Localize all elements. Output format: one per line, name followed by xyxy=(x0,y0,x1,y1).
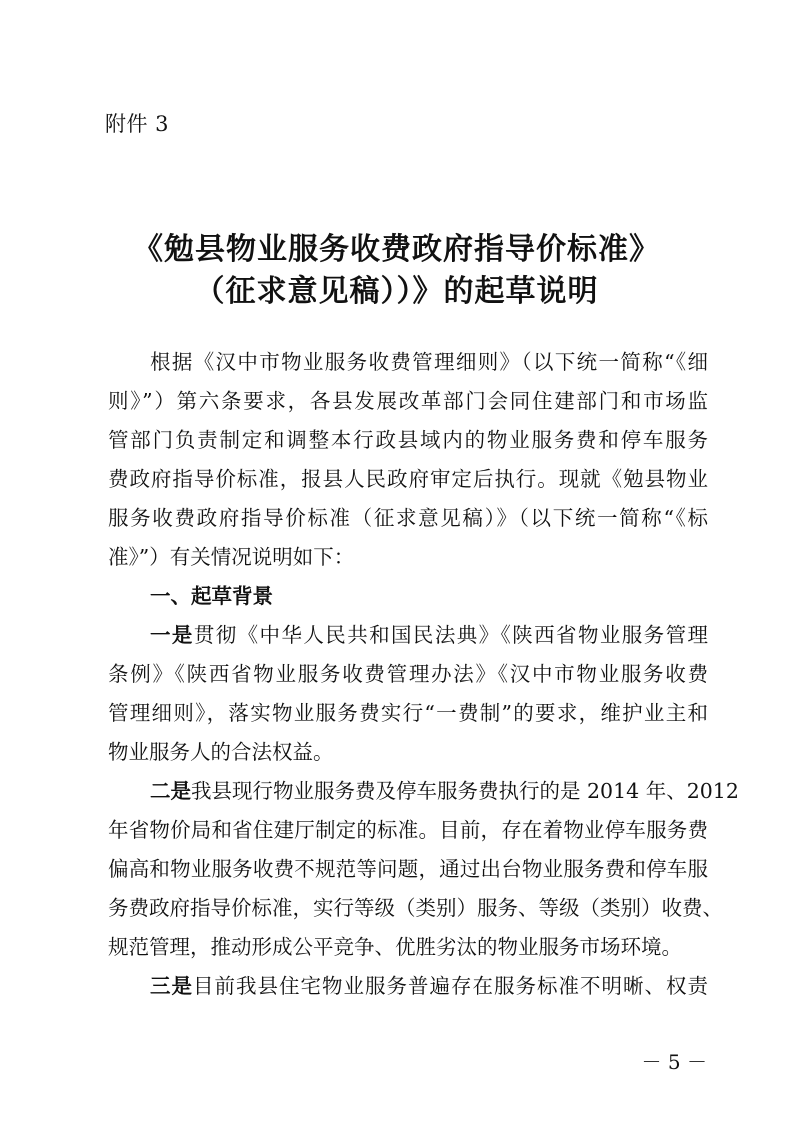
section-heading: 一、起草背景 xyxy=(150,584,273,608)
paragraph-line: 管理细则》，落实物业服务费实行“一费制”的要求，维护业主和 xyxy=(108,701,708,725)
paragraph-text: 我县现行物业服务费及停车服务费执行的是 2014 年、2012 xyxy=(191,779,739,803)
page-number-text: － 5 － xyxy=(641,1050,707,1074)
paragraph-line-with-lead xyxy=(150,620,708,650)
paragraph-line: 根据《汉中市物业服务收费管理细则》（以下统一简称“《细 xyxy=(150,350,708,374)
document-title-line1: 《勉县物业服务收费政府指导价标准》 xyxy=(133,232,660,267)
paragraph-lead: 二是 xyxy=(150,779,191,803)
paragraph-line: 规范管理，推动形成公平竞争、优胜劣汰的物业服务市场环境。 xyxy=(108,935,682,959)
document-title-line2: （征求意见稿））》的起草说明 xyxy=(194,274,599,309)
paragraph-lead: 一是 xyxy=(150,623,194,647)
paragraph-line: 务费政府指导价标准，实行等级（类别）服务、等级（类别）收费、 xyxy=(108,896,723,920)
paragraph-text: 贯彻《中华人民共和国民法典》《陕西省物业服务管理 xyxy=(193,623,709,647)
paragraph-line: 准》”）有关情况说明如下： xyxy=(108,545,355,569)
paragraph-text: 目前我县住宅物业服务普遍存在服务标准不明晰、权责 xyxy=(193,974,708,998)
paragraph-line: 年省物价局和省住建厅制定的标准。目前，存在着物业停车服务费 xyxy=(108,818,708,842)
page-number xyxy=(0,1046,793,1075)
paragraph-line-with-lead xyxy=(150,971,708,1001)
paragraph-line: 服务收费政府指导价标准（征求意见稿）》（以下统一简称“《标 xyxy=(108,506,708,530)
paragraph-line: 偏高和物业服务收费不规范等问题，通过出台物业服务费和停车服 xyxy=(108,857,708,881)
paragraph-lead: 三是 xyxy=(150,974,193,998)
paragraph-line: 费政府指导价标准，报县人民政府审定后执行。现就《勉县物业 xyxy=(108,467,708,491)
attachment-label: 附件 3 xyxy=(105,112,170,136)
paragraph-line: 则》”）第六条要求，各县发展改革部门会同住建部门和市场监 xyxy=(108,389,708,413)
paragraph-line: 物业服务人的合法权益。 xyxy=(108,740,334,764)
paragraph-line: 条例》《陕西省物业服务收费管理办法》《汉中市物业服务收费 xyxy=(108,662,708,686)
paragraph-line: 管部门负责制定和调整本行政县域内的物业服务费和停车服务 xyxy=(108,428,708,452)
paragraph-line-with-lead xyxy=(150,776,739,806)
